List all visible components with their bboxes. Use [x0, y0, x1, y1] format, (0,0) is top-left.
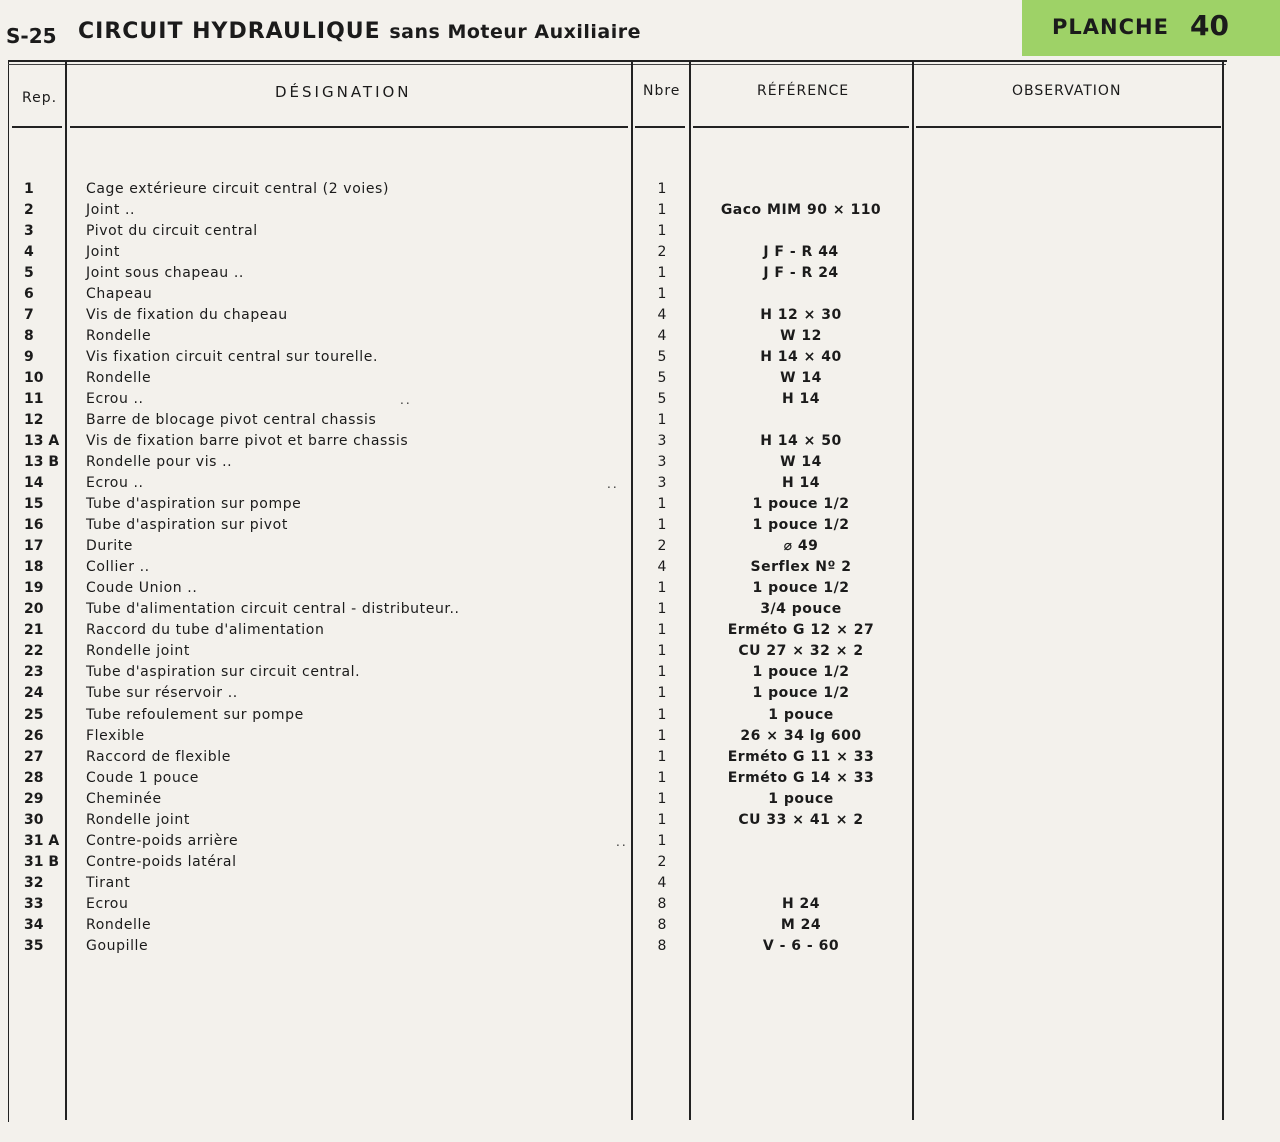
- cell-rep: 33: [24, 895, 44, 912]
- cell-nbre: 5: [657, 370, 667, 387]
- cell-reference: M 24: [780, 916, 822, 933]
- cell-nbre: 2: [657, 538, 667, 555]
- cell-nbre: 2: [657, 244, 667, 261]
- cell-rep: 30: [24, 811, 44, 828]
- header-underline: [70, 126, 628, 128]
- cell-rep: 5: [24, 265, 34, 282]
- cell-reference: 3/4 pouce: [760, 601, 842, 618]
- cell-nbre: 4: [657, 874, 667, 891]
- col-header-designation: DÉSIGNATION: [275, 83, 412, 101]
- cell-nbre: 1: [657, 181, 667, 197]
- cell-nbre: 1: [657, 286, 667, 303]
- table-row: [0, 875, 1280, 896]
- cell-reference: Erméto G 12 × 27: [727, 622, 875, 639]
- cell-designation: Vis fixation circuit central sur tourelle.: [86, 349, 379, 366]
- cell-nbre: 3: [657, 433, 667, 450]
- cell-reference: W 14: [780, 370, 822, 387]
- cell-rep: 6: [24, 286, 34, 303]
- cell-reference: V - 6 - 60: [762, 937, 840, 954]
- table-row: [0, 854, 1280, 875]
- title-sub: sans Moteur Auxiliaire: [389, 21, 642, 43]
- cell-rep: 27: [24, 748, 44, 765]
- cell-reference: H 14 × 40: [760, 349, 842, 366]
- leader-dots: ..: [400, 393, 412, 408]
- header-underline: [635, 126, 685, 128]
- cell-rep: 13 B: [24, 454, 60, 471]
- cell-nbre: 1: [657, 811, 667, 828]
- cell-designation: Ecrou ..: [86, 391, 144, 408]
- table-row: [0, 749, 1280, 770]
- cell-rep: 19: [24, 580, 44, 597]
- cell-designation: Tube sur réservoir ..: [86, 685, 238, 702]
- cell-rep: 3: [24, 223, 34, 240]
- cell-rep: 2: [24, 202, 34, 219]
- cell-designation: Cage extérieure circuit central (2 voies): [86, 181, 390, 197]
- cell-rep: 17: [24, 538, 44, 555]
- cell-reference: H 14: [781, 475, 821, 492]
- table-row: [0, 496, 1280, 517]
- cell-designation: Raccord du tube d'alimentation: [86, 622, 325, 639]
- cell-rep: 13 A: [24, 433, 60, 450]
- table-row: [0, 265, 1280, 286]
- cell-nbre: 1: [657, 202, 667, 219]
- cell-rep: 26: [24, 727, 44, 744]
- cell-rep: 8: [24, 328, 34, 345]
- leader-dots: ..: [616, 834, 628, 849]
- cell-rep: 32: [24, 874, 44, 891]
- cell-designation: Contre-poids latéral: [86, 853, 237, 870]
- header-underline: [916, 126, 1221, 128]
- cell-nbre: 3: [657, 454, 667, 471]
- cell-designation: Flexible: [86, 727, 145, 744]
- cell-nbre: 1: [657, 223, 667, 240]
- table-row: [0, 391, 1280, 412]
- cell-designation: Collier ..: [86, 559, 150, 576]
- col-header-reference: RÉFÉRENCE: [757, 83, 850, 99]
- cell-designation: Vis de fixation barre pivot et barre chassis: [86, 433, 409, 450]
- cell-designation: Tube d'alimentation circuit central - distributeur..: [86, 601, 460, 618]
- cell-reference: 1 pouce 1/2: [752, 685, 850, 702]
- cell-rep: 31 A: [24, 832, 60, 849]
- cell-designation: Raccord de flexible: [86, 748, 231, 765]
- title-main: CIRCUIT HYDRAULIQUE: [78, 19, 381, 44]
- table-row: [0, 202, 1280, 223]
- table-row: [0, 643, 1280, 664]
- table-row: [0, 538, 1280, 559]
- cell-nbre: 1: [657, 790, 667, 807]
- cell-nbre: 1: [657, 706, 667, 723]
- cell-nbre: 1: [657, 769, 667, 786]
- cell-designation: Tube d'aspiration sur circuit central.: [86, 664, 361, 681]
- cell-nbre: 1: [657, 622, 667, 639]
- table-row: [0, 664, 1280, 685]
- cell-rep: 9: [24, 349, 34, 366]
- cell-designation: Ecrou ..: [86, 475, 144, 492]
- cell-nbre: 5: [657, 349, 667, 366]
- table-row: [0, 370, 1280, 391]
- cell-designation: Contre-poids arrière: [86, 832, 239, 849]
- table-row: [0, 223, 1280, 244]
- cell-reference: H 12 × 30: [760, 307, 842, 324]
- cell-reference: ⌀ 49: [783, 538, 819, 555]
- cell-rep: 4: [24, 244, 34, 261]
- table-row: [0, 454, 1280, 475]
- table-row: [0, 517, 1280, 538]
- table-row: [0, 791, 1280, 812]
- table-row: [0, 328, 1280, 349]
- cell-nbre: 1: [657, 748, 667, 765]
- cell-rep: 34: [24, 916, 44, 933]
- col-header-nbre: Nbre: [643, 83, 681, 99]
- col-header-rep: Rep.: [22, 90, 58, 106]
- cell-reference: CU 33 × 41 × 2: [738, 811, 864, 828]
- cell-rep: 18: [24, 559, 44, 576]
- cell-nbre: 1: [657, 265, 667, 282]
- cell-designation: Goupille: [86, 937, 149, 954]
- table-row: [0, 286, 1280, 307]
- cell-reference: 1 pouce: [768, 790, 834, 807]
- cell-designation: Chapeau: [86, 286, 153, 303]
- cell-designation: Rondelle: [86, 328, 152, 345]
- cell-rep: 21: [24, 622, 44, 639]
- cell-reference: W 12: [780, 328, 822, 345]
- cell-designation: Tube refoulement sur pompe: [86, 706, 304, 723]
- cell-reference: H 14 × 50: [760, 433, 842, 450]
- planche-label: PLANCHE: [1052, 15, 1169, 39]
- cell-designation: Tube d'aspiration sur pivot: [86, 517, 288, 534]
- col-header-observation: OBSERVATION: [1012, 83, 1122, 99]
- cell-nbre: 8: [657, 937, 667, 954]
- cell-nbre: 1: [657, 832, 667, 849]
- cell-designation: Tube d'aspiration sur pompe: [86, 496, 302, 513]
- cell-reference: 1 pouce 1/2: [752, 496, 850, 513]
- cell-nbre: 3: [657, 475, 667, 492]
- cell-reference: Erméto G 11 × 33: [727, 748, 875, 765]
- table-row: [0, 433, 1280, 454]
- cell-rep: 35: [24, 937, 44, 954]
- cell-designation: Joint sous chapeau ..: [86, 265, 244, 282]
- table-row: [0, 559, 1280, 580]
- table-row: [0, 770, 1280, 791]
- cell-reference: Gaco MIM 90 × 110: [720, 202, 882, 219]
- cell-rep: 1: [24, 181, 34, 197]
- table-row: [0, 601, 1280, 622]
- cell-reference: 1 pouce 1/2: [752, 664, 850, 681]
- cell-nbre: 1: [657, 412, 667, 429]
- cell-nbre: 1: [657, 643, 667, 660]
- parts-table-top-rule: [8, 64, 1226, 66]
- cell-reference: J F - R 24: [763, 265, 839, 282]
- cell-nbre: 1: [657, 496, 667, 513]
- cell-designation: Coude Union ..: [86, 580, 198, 597]
- table-row: [0, 181, 1280, 202]
- leader-dots: ..: [607, 477, 619, 492]
- cell-reference: 1 pouce 1/2: [752, 517, 850, 534]
- table-row: [0, 896, 1280, 917]
- table-row: [0, 685, 1280, 706]
- table-row: [0, 833, 1280, 854]
- cell-rep: 20: [24, 601, 44, 618]
- cell-designation: Rondelle joint: [86, 643, 190, 660]
- cell-nbre: 1: [657, 580, 667, 597]
- cell-designation: Pivot du circuit central: [86, 223, 258, 240]
- cell-reference: 1 pouce: [768, 706, 834, 723]
- cell-rep: 7: [24, 307, 34, 324]
- cell-rep: 28: [24, 769, 44, 786]
- cell-reference: H 14: [781, 391, 821, 408]
- cell-nbre: 1: [657, 517, 667, 534]
- cell-designation: Rondelle: [86, 916, 152, 933]
- cell-nbre: 8: [657, 895, 667, 912]
- cell-reference: Serflex Nº 2: [750, 559, 852, 576]
- cell-designation: Joint: [86, 244, 120, 261]
- table-row: [0, 349, 1280, 370]
- sheet-code: S-25: [6, 24, 57, 48]
- table-row: [0, 475, 1280, 496]
- cell-reference: CU 27 × 32 × 2: [738, 643, 864, 660]
- cell-rep: 24: [24, 685, 44, 702]
- table-row: [0, 244, 1280, 265]
- cell-nbre: 1: [657, 664, 667, 681]
- cell-nbre: 4: [657, 328, 667, 345]
- cell-reference: 26 × 34 lg 600: [740, 727, 862, 744]
- cell-designation: Vis de fixation du chapeau: [86, 307, 288, 324]
- cell-rep: 31 B: [24, 853, 60, 870]
- table-row: [0, 307, 1280, 328]
- cell-reference: Erméto G 14 × 33: [727, 769, 875, 786]
- cell-designation: Cheminée: [86, 790, 162, 807]
- header-underline: [12, 126, 62, 128]
- cell-designation: Coude 1 pouce: [86, 769, 199, 786]
- table-row: [0, 707, 1280, 728]
- table-row: [0, 938, 1280, 959]
- cell-designation: Ecrou: [86, 895, 129, 912]
- table-row: [0, 917, 1280, 938]
- cell-designation: Durite: [86, 538, 134, 555]
- cell-designation: Barre de blocage pivot central chassis: [86, 412, 377, 429]
- cell-nbre: 8: [657, 916, 667, 933]
- page-title: [78, 19, 641, 44]
- cell-nbre: 1: [657, 727, 667, 744]
- cell-nbre: 4: [657, 307, 667, 324]
- cell-nbre: 1: [657, 601, 667, 618]
- header-underline: [693, 126, 909, 128]
- cell-reference: J F - R 44: [763, 244, 839, 261]
- cell-rep: 25: [24, 706, 44, 723]
- cell-designation: Tirant: [86, 874, 131, 891]
- table-row: [0, 580, 1280, 601]
- cell-nbre: 5: [657, 391, 667, 408]
- cell-nbre: 4: [657, 559, 667, 576]
- planche-number: 40: [1190, 9, 1229, 42]
- cell-rep: 29: [24, 790, 44, 807]
- cell-reference: 1 pouce 1/2: [752, 580, 850, 597]
- cell-rep: 23: [24, 664, 44, 681]
- table-row: [0, 728, 1280, 749]
- cell-nbre: 1: [657, 685, 667, 702]
- table-row: [0, 622, 1280, 643]
- cell-reference: H 24: [781, 895, 821, 912]
- cell-designation: Rondelle pour vis ..: [86, 454, 233, 471]
- cell-designation: Joint ..: [86, 202, 136, 219]
- cell-rep: 12: [24, 412, 44, 429]
- cell-nbre: 2: [657, 853, 667, 870]
- cell-designation: Rondelle: [86, 370, 152, 387]
- cell-rep: 16: [24, 517, 44, 534]
- cell-rep: 10: [24, 370, 44, 387]
- table-row: [0, 812, 1280, 833]
- cell-reference: W 14: [780, 454, 822, 471]
- cell-designation: Rondelle joint: [86, 811, 190, 828]
- cell-rep: 14: [24, 475, 44, 492]
- cell-rep: 15: [24, 496, 44, 513]
- cell-rep: 22: [24, 643, 44, 660]
- table-row: [0, 412, 1280, 433]
- cell-rep: 11: [24, 391, 44, 408]
